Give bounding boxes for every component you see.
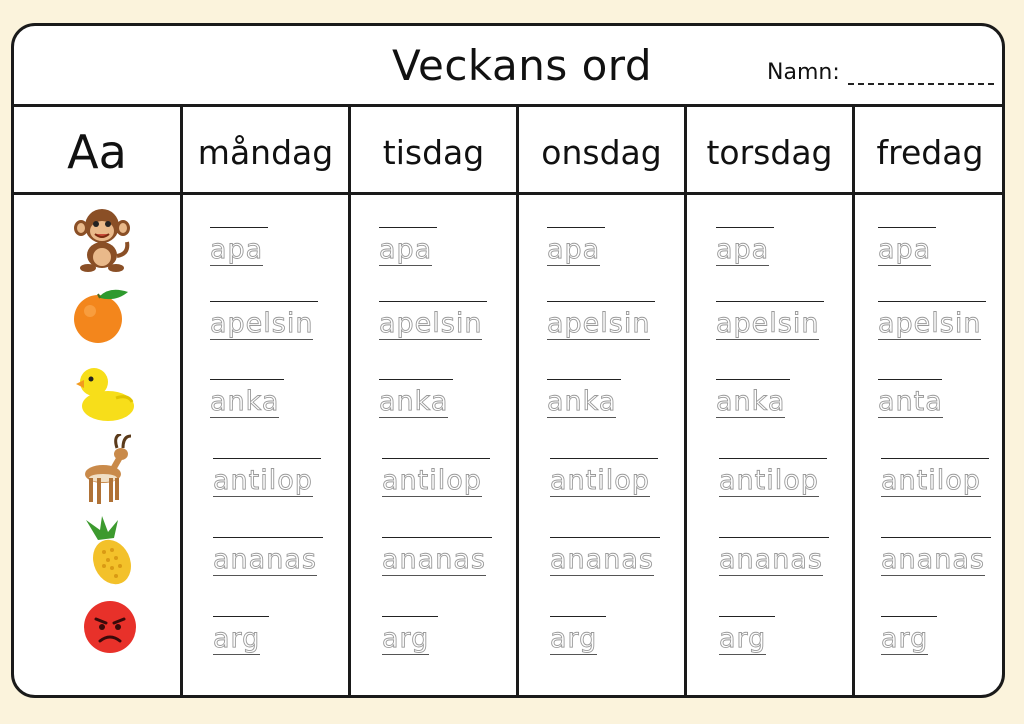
worksheet <box>11 23 1005 698</box>
trace-word-ananas[interactable]: ananas <box>382 537 492 581</box>
trace-word-arg[interactable]: arg <box>382 616 438 660</box>
name-field[interactable] <box>848 83 994 85</box>
pineapple-icon <box>78 516 138 588</box>
trace-word-anka[interactable]: anka <box>379 379 453 423</box>
day-header-monday: måndag <box>197 132 334 172</box>
trace-word-apa[interactable]: apa <box>210 227 268 271</box>
trace-word-apelsin[interactable]: apelsin <box>379 301 487 345</box>
angry-face-icon <box>82 599 138 655</box>
trace-word-apelsin[interactable]: apelsin <box>716 301 824 345</box>
trace-word-apa[interactable]: apa <box>716 227 774 271</box>
column-divider <box>516 107 519 695</box>
trace-word-arg[interactable]: arg <box>719 616 775 660</box>
antelope-icon <box>81 434 137 506</box>
page-title: Veckans ord <box>392 41 652 90</box>
trace-word-arg[interactable]: arg <box>213 616 269 660</box>
duck-icon <box>72 362 138 424</box>
orange-icon <box>70 286 134 346</box>
trace-word-ananas[interactable]: ananas <box>550 537 660 581</box>
trace-word-apelsin[interactable]: apelsin <box>210 301 318 345</box>
column-divider <box>684 107 687 695</box>
trace-word-anta[interactable]: anta <box>878 379 942 423</box>
trace-word-ananas[interactable]: ananas <box>213 537 323 581</box>
trace-word-antilop[interactable]: antilop <box>550 458 658 502</box>
day-header-wednesday: onsdag <box>541 132 662 172</box>
column-divider <box>348 107 351 695</box>
trace-word-apelsin[interactable]: apelsin <box>547 301 655 345</box>
day-header-tuesday: tisdag <box>382 132 485 172</box>
trace-word-anka[interactable]: anka <box>547 379 621 423</box>
column-divider <box>852 107 855 695</box>
trace-word-arg[interactable]: arg <box>881 616 937 660</box>
name-label: Namn: <box>767 60 840 85</box>
day-header-friday: fredag <box>876 132 984 172</box>
trace-word-anka[interactable]: anka <box>210 379 284 423</box>
trace-word-apelsin[interactable]: apelsin <box>878 301 986 345</box>
trace-word-ananas[interactable]: ananas <box>719 537 829 581</box>
day-header-thursday: torsdag <box>706 132 833 172</box>
trace-word-antilop[interactable]: antilop <box>213 458 321 502</box>
trace-word-antilop[interactable]: antilop <box>881 458 989 502</box>
trace-word-antilop[interactable]: antilop <box>719 458 827 502</box>
trace-word-apa[interactable]: apa <box>379 227 437 271</box>
column-divider <box>180 107 183 695</box>
trace-word-arg[interactable]: arg <box>550 616 606 660</box>
trace-word-anka[interactable]: anka <box>716 379 790 423</box>
trace-word-antilop[interactable]: antilop <box>382 458 490 502</box>
trace-word-ananas[interactable]: ananas <box>881 537 991 581</box>
letter-header: Aa <box>67 125 127 179</box>
trace-word-apa[interactable]: apa <box>878 227 936 271</box>
monkey-icon <box>71 206 133 272</box>
trace-word-apa[interactable]: apa <box>547 227 605 271</box>
